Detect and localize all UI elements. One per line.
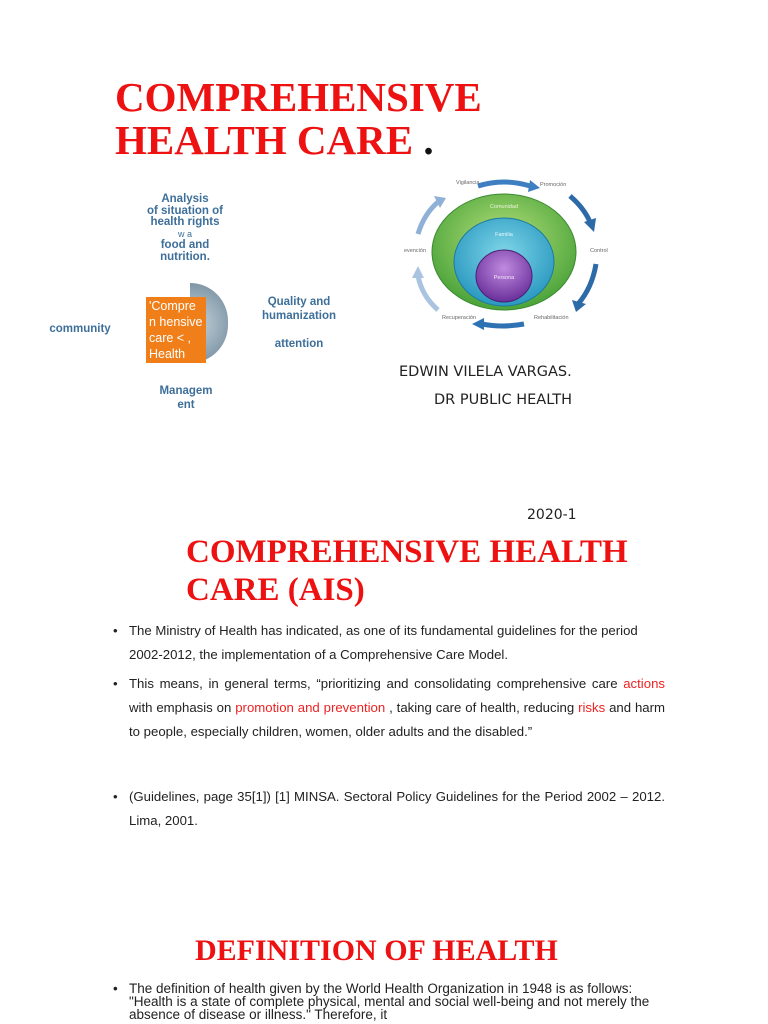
cycle-arrow-left-top xyxy=(418,202,438,234)
diagram-right-label xyxy=(254,297,344,351)
cycle-arrow-left-bottom xyxy=(418,276,438,310)
ring-family-label: Familia xyxy=(495,232,513,238)
diagram-bottom-label xyxy=(146,386,226,411)
ais-bullet-2-promotion: promotion and prevention xyxy=(235,700,386,715)
cycle-label-right: Control xyxy=(590,248,608,254)
definition-bullet-1 xyxy=(113,982,665,1021)
ring-person-label: Persona xyxy=(493,275,515,281)
cover-title xyxy=(115,76,535,162)
ais-bullet-2-part-g: and harm to people, especially children, women, older adults and the disabled.” xyxy=(129,700,666,739)
cover-title-dot: . xyxy=(423,117,434,163)
diagram-center-box: 'Compre n hensive care < , Health xyxy=(146,297,206,363)
author-name: EDWIN VILELA VARGAS. xyxy=(399,364,572,380)
ring-community-label: Comunidad xyxy=(489,204,519,210)
section-ais-title-line1: COMPREHENSIVE HEALTH xyxy=(186,534,628,570)
ais-bullet-1-text: • The Ministry of Health has indicated, as one of its fundamental guidelines for the period 2002-2012, the implementation of a Comprehensive Care Model. xyxy=(129,623,638,662)
diagram-bottom-label-1: Managem xyxy=(159,385,213,397)
ais-bullet-2-part-a: This means, in general terms, “prioritizing and consolidating comprehensive care xyxy=(129,676,618,691)
cycle-label-top-right: Promoción xyxy=(540,182,567,188)
diagram-left-label: community xyxy=(49,323,111,335)
diagram-right-label-3: attention xyxy=(274,338,324,350)
diagram-top-label xyxy=(140,194,230,263)
cycle-arrow-right-bottom xyxy=(578,264,596,304)
ais-bullet-2-risks: risks xyxy=(578,700,606,715)
cycle-label-bottom-left: Recuperación xyxy=(442,315,476,321)
cycle-arrow-bottom xyxy=(482,324,524,326)
comprehensive-care-diagram xyxy=(40,190,360,420)
cover-title-line2-wrap xyxy=(115,119,535,162)
diagram-bottom-label-2: ent xyxy=(177,398,195,411)
cycle-arrow-top xyxy=(478,182,530,186)
ais-bullet-3 xyxy=(113,785,665,833)
diagram-top-label-3: health rights xyxy=(150,216,220,228)
cycle-arrow-right-top xyxy=(570,196,590,222)
ais-bullet-2-part-e: , taking care of health, reducing xyxy=(389,700,575,715)
ais-bullet-2-actions: actions xyxy=(623,676,666,691)
diagram-top-label-4: w a xyxy=(177,228,192,239)
ais-bullet-2 xyxy=(113,672,665,744)
ais-bullet-2-text xyxy=(129,672,665,744)
cycle-arrow-left-bottom-head xyxy=(412,266,424,278)
definition-bullet-1-text: • The definition of health given by the World Health Organization in 1948 is as follows: "Health is a state of complete physical, mental and social well-being and not merely the absence of disease or illness." Therefore, it xyxy=(129,981,650,1022)
diagram-top-label-6: nutrition. xyxy=(160,250,210,263)
cycle-label-top-left: Vigilancia xyxy=(456,180,480,186)
section-ais-title xyxy=(186,533,706,609)
cycle-label-bottom-right: Rehabilitación xyxy=(534,315,569,321)
diagram-right-label-2: humanization xyxy=(261,309,337,322)
section-definition-title: DEFINITION OF HEALTH xyxy=(195,934,558,967)
cover-title-line1: COMPREHENSIVE xyxy=(115,74,482,120)
period: 2020-1 xyxy=(527,507,577,523)
care-cycle-diagram xyxy=(398,172,610,330)
section-ais-title-line2: CARE (AIS) xyxy=(186,572,365,608)
cover-title-line2: HEALTH CARE xyxy=(115,117,414,163)
diagram-top-label-1: Analysis xyxy=(161,193,209,205)
cycle-arrow-right-top-head xyxy=(584,218,596,232)
cycle-label-left: evención xyxy=(404,248,427,254)
ais-bullet-2-part-c: with emphasis on xyxy=(129,700,232,715)
diagram-right-label-1: Quality and xyxy=(267,296,331,308)
diagram-top-label-5: food and xyxy=(160,239,210,251)
diagram-top-label-2: of situation of xyxy=(146,204,223,217)
ais-bullet-3-text: • (Guidelines, page 35[1]) [1] MINSA. Sectoral Policy Guidelines for the Period 2002 – 2012. Lima, 2001. xyxy=(129,789,665,828)
author-title: DR PUBLIC HEALTH xyxy=(434,392,573,408)
ais-bullet-1 xyxy=(113,619,665,667)
cycle-arrow-top-head xyxy=(528,180,540,192)
